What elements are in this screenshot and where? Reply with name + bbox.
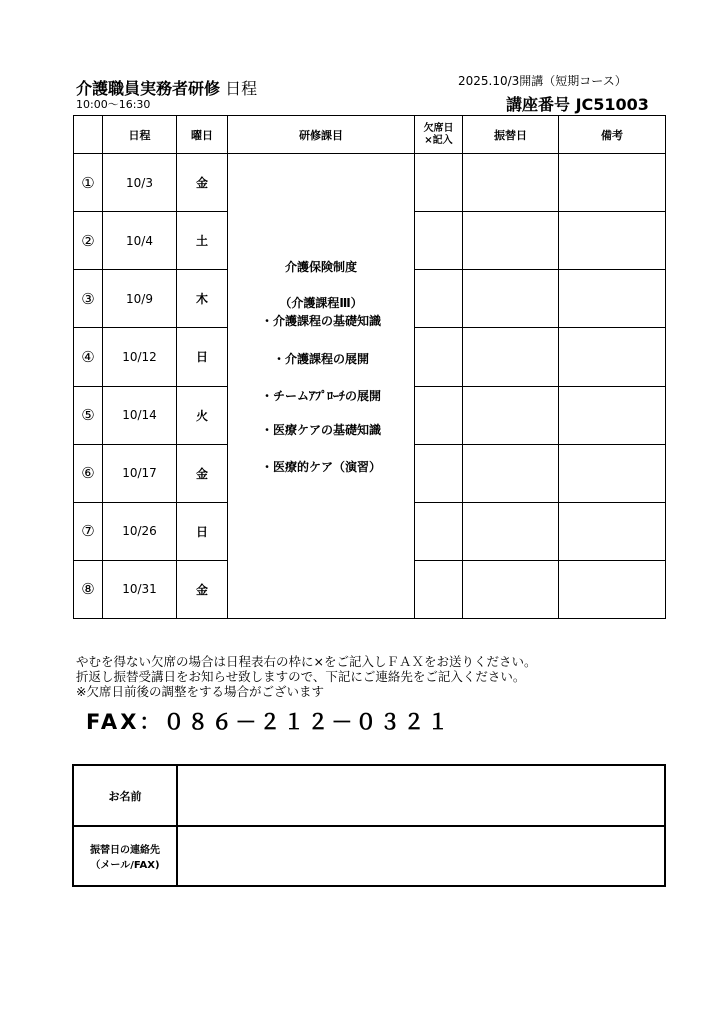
header-absence — [415, 116, 463, 154]
subject-line: ・介護課程の展開 — [272, 352, 369, 366]
absence-cell[interactable] — [415, 212, 463, 270]
contact-label-main: 振替日の連絡先 — [90, 845, 160, 856]
row-date: 10/31 — [103, 560, 177, 618]
header-remarks: 備考 — [559, 116, 666, 154]
fax-number: FAX：０８６－２１２－０３２１ — [86, 710, 452, 734]
schedule-row — [74, 154, 666, 212]
row-number: ① — [74, 154, 103, 212]
row-number: ② — [74, 212, 103, 270]
row-date: 10/3 — [103, 154, 177, 212]
absence-cell[interactable] — [415, 386, 463, 444]
makeup-date-cell[interactable] — [463, 386, 559, 444]
remarks-cell[interactable] — [559, 154, 666, 212]
instruction-line-3: ※欠席日前後の調整をする場合がございます — [76, 684, 324, 699]
header-date: 日程 — [103, 116, 177, 154]
contact-field[interactable] — [177, 826, 665, 886]
remarks-cell[interactable] — [559, 444, 666, 502]
makeup-date-cell[interactable] — [463, 502, 559, 560]
remarks-cell[interactable] — [559, 212, 666, 270]
subject-cell — [228, 154, 415, 619]
row-date: 10/26 — [103, 502, 177, 560]
makeup-date-cell[interactable] — [463, 270, 559, 328]
schedule-header-row — [74, 116, 666, 154]
absence-cell[interactable] — [415, 154, 463, 212]
header-absence-line2: ×記入 — [424, 134, 453, 146]
contact-label — [73, 826, 177, 886]
subject-line: 介護保険制度 — [284, 260, 357, 274]
row-day: 金 — [177, 154, 228, 212]
subject-line: （介護課程Ⅲ） — [279, 296, 363, 310]
row-day: 日 — [177, 502, 228, 560]
subject-line: ・医療的ケア（演習） — [260, 460, 381, 474]
header-num — [74, 116, 103, 154]
title-suffix: 日程 — [220, 79, 258, 98]
absence-cell[interactable] — [415, 270, 463, 328]
header-subject: 研修課目 — [228, 116, 415, 154]
header-makeup: 振替日 — [463, 116, 559, 154]
remarks-cell[interactable] — [559, 270, 666, 328]
row-date: 10/17 — [103, 444, 177, 502]
row-date: 10/4 — [103, 212, 177, 270]
header-day: 曜日 — [177, 116, 228, 154]
remarks-cell[interactable] — [559, 386, 666, 444]
makeup-date-cell[interactable] — [463, 560, 559, 618]
course-info: 2025.10/3開講（短期コース） — [458, 74, 627, 88]
row-day: 金 — [177, 444, 228, 502]
row-day: 日 — [177, 328, 228, 386]
form-row-contact — [73, 826, 665, 886]
name-field[interactable] — [177, 765, 665, 826]
row-date: 10/12 — [103, 328, 177, 386]
row-date: 10/14 — [103, 386, 177, 444]
row-number: ④ — [74, 328, 103, 386]
header-absence-line1: 欠席日 — [423, 122, 454, 134]
course-code: 講座番号 JC51003 — [506, 95, 649, 114]
row-number: ⑧ — [74, 560, 103, 618]
name-label: お名前 — [73, 765, 177, 826]
remarks-cell[interactable] — [559, 502, 666, 560]
contact-form — [72, 764, 666, 887]
title-main: 介護職員実務者研修 — [76, 79, 221, 98]
makeup-date-cell[interactable] — [463, 212, 559, 270]
absence-cell[interactable] — [415, 328, 463, 386]
absence-cell[interactable] — [415, 502, 463, 560]
row-number: ⑥ — [74, 444, 103, 502]
schedule-table — [73, 115, 666, 619]
makeup-date-cell[interactable] — [463, 154, 559, 212]
subject-line: ・医療ケアの基礎知識 — [260, 423, 381, 437]
contact-label-sub: （メール/FAX) — [90, 860, 160, 871]
remarks-cell[interactable] — [559, 560, 666, 618]
absence-cell[interactable] — [415, 560, 463, 618]
instructions — [76, 654, 536, 699]
row-day: 土 — [177, 212, 228, 270]
row-day: 金 — [177, 560, 228, 618]
row-number: ③ — [74, 270, 103, 328]
subject-line: ・チームｱﾌﾟﾛｰﾁの展開 — [260, 389, 381, 403]
makeup-date-cell[interactable] — [463, 328, 559, 386]
row-number: ⑦ — [74, 502, 103, 560]
row-number: ⑤ — [74, 386, 103, 444]
makeup-date-cell[interactable] — [463, 444, 559, 502]
subject-line: ・介護課程の基礎知識 — [260, 314, 381, 328]
remarks-cell[interactable] — [559, 328, 666, 386]
instruction-line-2: 折返し振替受講日をお知らせ致しますので、下記にご連絡先をご記入ください。 — [76, 669, 526, 684]
row-date: 10/9 — [103, 270, 177, 328]
time-range: 10:00～16:30 — [76, 98, 151, 111]
absence-cell[interactable] — [415, 444, 463, 502]
form-row-name — [73, 765, 665, 826]
row-day: 木 — [177, 270, 228, 328]
instruction-line-1: やむを得ない欠席の場合は日程表右の枠に×をご記入しＦＡＸをお送りください。 — [76, 654, 537, 669]
row-day: 火 — [177, 386, 228, 444]
